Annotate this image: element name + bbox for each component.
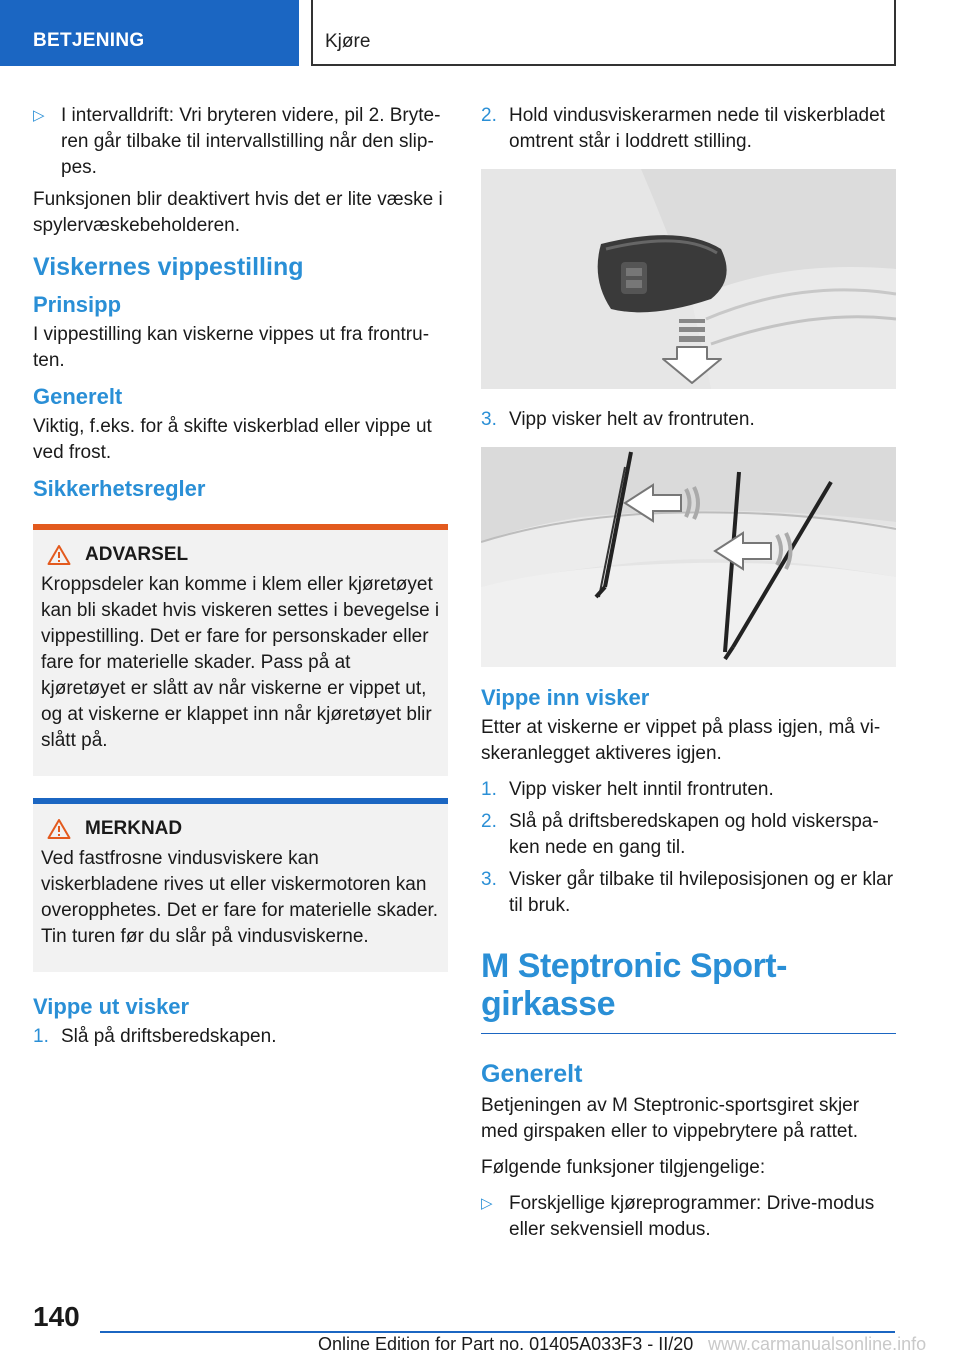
list-item [481,103,896,155]
wipers-tilted-illustration [481,447,896,667]
list-item [481,777,896,803]
step-number: 2. [481,105,497,126]
notice-text: Ved fastfrosne vindusviskere kan viskerbladene rives ut eller viskermotoren kan overopphetes. Det er fare for materielle skader. Tin turen før du slår på vindusviskerne. [41,848,439,947]
warning-triangle-icon [47,544,71,566]
list-item-text: Forskjellige kjøreprogrammer: Drive-modus eller sekvensiell modus. [509,1193,875,1240]
interval-bullet-list [33,103,448,181]
step-number: 3. [481,869,497,890]
step-text: Hold vindusviskerarmen nede til viskerbladet omtrent står i loddrett stilling. [509,105,885,152]
step-number: 2. [481,811,497,832]
section-heading-tilt: Viskernes vippestilling [33,253,304,281]
footer-watermark: www.carmanualsonline.info [708,1334,927,1354]
step-three-list [481,407,896,433]
step-text: Slå på driftsberedskapen og hold viskerspaken nede en gang til. [509,811,879,858]
right-column [481,103,896,1249]
list-item [33,103,448,181]
warning-text: Kroppsdeler kan komme i klem eller kjøretøyet kan bli skadet hvis viskeren settes i bevegelse i vippestilling. Det er fare for personskader eller fare for materielle skader. Pass på at kjøretøyet er slått av når viskerne er vippet ut, og at viskerne er klappet inn når kjøretøyet blir slått på. [41,574,440,751]
notice-box [33,798,448,972]
step-text: Slå på driftsberedskapen. [61,1026,277,1047]
subheading-general: Generelt [33,384,123,409]
warning-title: ADVARSEL [85,544,189,565]
warning-triangle-icon [47,818,71,840]
step-text: Vipp visker helt av frontruten. [509,409,755,430]
list-item [33,1024,448,1050]
tilt-out-steps-continued [481,103,896,155]
list-item [481,867,896,919]
principle-text: I vippestilling kan viskerne vippes ut fra frontruten. [33,324,430,371]
tilt-in-text: Etter at viskerne er vippet på plass igjen, må viskeranlegget aktiveres igjen. [481,717,881,764]
tilt-out-steps [33,1024,448,1050]
subheading-gearbox-general: Generelt [481,1060,583,1088]
step-text: Visker går tilbake til hvileposisjonen og er klar til bruk. [509,869,894,916]
left-column [33,103,448,1056]
footer-divider [100,1331,895,1333]
gearbox-text: Betjeningen av M Steptronic-sportsgiret skjer med girspaken eller to vippebrytere på rattet. [481,1095,860,1142]
notice-title: MERKNAD [85,818,183,839]
functions-bullet-list [481,1191,896,1243]
tilt-in-steps [481,777,896,919]
footer-edition: Online Edition for Part no. 01405A033F3 - II/20 [318,1334,694,1354]
general-text: Viktig, f.eks. for å skifte viskerblad eller vippe ut ved frost. [33,416,432,463]
list-item [481,809,896,861]
page-number: 140 [33,1301,80,1332]
deactivate-note: Funksjonen blir deaktivert hvis det er lite væske i spylervæskebeholderen. [33,189,443,236]
step-number: 3. [481,409,497,430]
list-item [481,407,896,433]
chapter-heading-gearbox: M Steptronic Sportgirkasse [481,947,896,1034]
wiper-lever-illustration [481,169,896,389]
triangle-bullet-icon: ▷ [481,1195,493,1212]
subheading-tilt-out: Vippe ut visker [33,994,190,1019]
warning-box [33,524,448,776]
functions-text: Følgende funksjoner tilgjengelige: [481,1157,766,1178]
subheading-tilt-in: Vippe inn visker [481,685,650,710]
list-item-text: I intervalldrift: Vri bryteren videre, pil 2. Bryteren går tilbake til intervallstilling når den slippes. [61,105,441,178]
header-chapter-title: Kjøre [325,31,371,52]
step-number: 1. [481,779,497,800]
header-chapter-box [311,0,896,66]
header-section-label: BETJENING [33,30,145,51]
subheading-principle: Prinsipp [33,292,122,317]
step-number: 1. [33,1026,49,1047]
subheading-safety: Sikkerhetsregler [33,476,206,501]
list-item [481,1191,896,1243]
step-text: Vipp visker helt inntil frontruten. [509,779,774,800]
triangle-bullet-icon: ▷ [33,107,45,124]
